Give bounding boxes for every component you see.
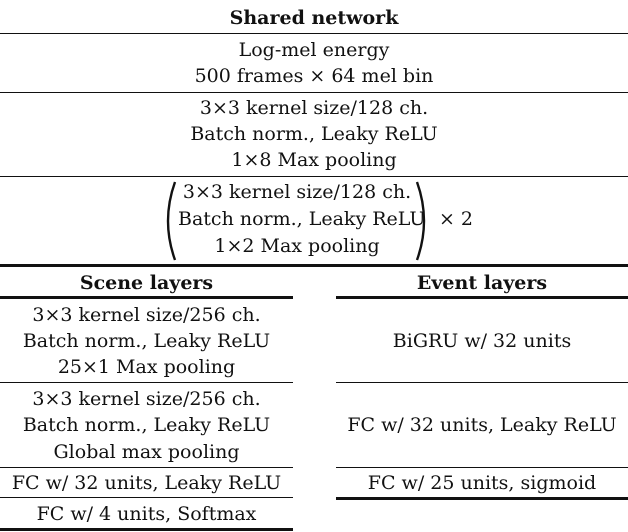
scene-fc1: FC w/ 32 units, Leaky ReLU xyxy=(11,472,282,494)
rule xyxy=(0,296,293,299)
rule xyxy=(0,528,293,531)
rule xyxy=(0,497,293,498)
event-layers-header: Event layers xyxy=(416,272,548,294)
shared-block1-line-2: Batch norm., Leaky ReLU xyxy=(190,123,438,145)
shared-block1-line-1: 3×3 kernel size/128 ch. xyxy=(199,97,429,119)
scene-block2-line-1: 3×3 kernel size/256 ch. xyxy=(32,388,261,410)
shared-network-header: Shared network xyxy=(229,7,399,29)
scene-fc2: FC w/ 4 units, Softmax xyxy=(36,503,257,525)
right-parenthesis xyxy=(414,180,434,262)
rule xyxy=(0,92,628,93)
shared-block2-line-3: 1×2 Max pooling xyxy=(214,235,380,257)
rule xyxy=(336,497,628,500)
scene-block2-line-2: Batch norm., Leaky ReLU xyxy=(22,414,271,436)
scene-block1-line-3: 25×1 Max pooling xyxy=(57,356,236,378)
left-parenthesis xyxy=(158,180,178,262)
repeat-multiplier: × 2 xyxy=(438,208,474,230)
input-line-2: 500 frames × 64 mel bin xyxy=(194,65,434,87)
event-fc2: FC w/ 25 units, sigmoid xyxy=(367,472,597,494)
rule xyxy=(0,33,628,34)
scene-block2-line-3: Global max pooling xyxy=(53,441,240,463)
scene-block1-line-2: Batch norm., Leaky ReLU xyxy=(22,330,271,352)
shared-block1-line-3: 1×8 Max pooling xyxy=(231,149,397,171)
shared-block2-line-2: Batch norm., Leaky ReLU xyxy=(178,208,426,230)
event-bigru: BiGRU w/ 32 units xyxy=(392,330,572,352)
rule xyxy=(0,467,293,468)
scene-block1-line-1: 3×3 kernel size/256 ch. xyxy=(32,304,261,326)
event-fc1: FC w/ 32 units, Leaky ReLU xyxy=(347,414,617,436)
rule xyxy=(0,264,628,267)
rule xyxy=(336,467,628,468)
input-line-1: Log-mel energy xyxy=(238,39,390,61)
rule xyxy=(336,382,628,383)
rule xyxy=(0,382,293,383)
shared-block2-line-1: 3×3 kernel size/128 ch. xyxy=(182,181,412,203)
scene-layers-header: Scene layers xyxy=(79,272,214,294)
rule xyxy=(0,176,628,177)
rule xyxy=(336,296,628,299)
